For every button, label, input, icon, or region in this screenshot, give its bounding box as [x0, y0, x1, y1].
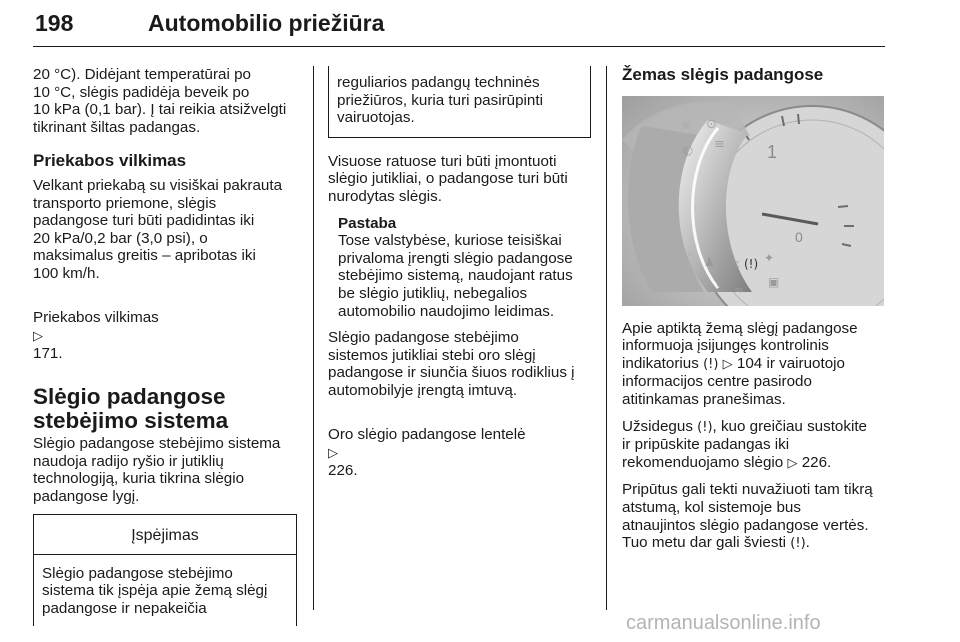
instrument-cluster-photo — [622, 96, 884, 306]
column-divider — [606, 66, 607, 610]
warning-title: Įspėjimas — [34, 515, 296, 555]
p2-reference-page[interactable]: 226. — [801, 453, 832, 471]
p1-text-b: ir vairuotojo informacijos centre pasirodo atitinkamas pranešimas. — [622, 354, 845, 408]
tpms-warning-icon: (!) — [697, 419, 713, 435]
page-number: 198 — [35, 10, 74, 36]
column-divider — [313, 66, 314, 610]
header-rule — [33, 46, 885, 47]
sensors-monitoring-paragraph: Slėgio padangose stebėjimo sistemos jutikliai stebi oro slėgį padangose ir siunčia šiuos rodiklius į automobilyje įrengtą imtuvą. — [328, 329, 575, 399]
p1-text-a: Apie aptiktą žemą slėgį padangose informuoja įsijungęs kontrolinis indikatorius — [622, 319, 858, 372]
watermark: carmanualsonline.info — [626, 612, 821, 634]
note-title: Pastaba — [338, 214, 397, 232]
column-1 — [33, 66, 303, 626]
towing-reference-page[interactable]: 171. — [33, 345, 63, 363]
column-3 — [622, 66, 890, 562]
tpms-heading: Slėgio padangose stebėjimo sistema — [33, 383, 229, 433]
svg-text:♟: ♟ — [704, 254, 715, 269]
p1-reference-page[interactable]: 104 — [736, 354, 763, 372]
reference-arrow-icon: ▷ — [328, 445, 338, 461]
towing-reference-text: Priekabos vilkimas — [33, 309, 159, 327]
p2-text-b: , kuo greičiau sustokite ir pripūskite padangas iki rekomenduojamo slėgio — [622, 417, 868, 471]
tpms-warning-icon: (!) — [790, 536, 806, 552]
p2-text-a: Užsidegus — [622, 417, 693, 435]
warning-box — [33, 514, 297, 626]
tpms-paragraph: Slėgio padangose stebėjimo sistema naudoja radijo ryšio ir jutiklių technologiją, kuria tikrina slėgio padangose lygį. — [33, 434, 281, 505]
low-pressure-paragraph-3 — [622, 481, 890, 552]
gauge-number: 1 — [767, 141, 778, 162]
p3-text: Pripūtus gali tekti nuvažiuoti tam tikrą atstumą, kol sistemoje bus atnaujintos slėgio padangose vertės. Tuo metu dar gali šviesti — [622, 481, 873, 552]
warning-text: Slėgio padangose stebėjimo sistema tik įspėja apie žemą slėgį padangose ir nepakeičia — [42, 564, 268, 618]
gauge-number-low: 0 — [795, 228, 803, 245]
warning-box-continued: reguliarios padangų techninės priežiūros, kuria turi pasirūpinti vairuotojas. — [328, 66, 591, 138]
sensors-paragraph: Visuose ratuose turi būti įmontuoti slėgio jutikliai, o padangose turi būti nurodytas slėgis. — [328, 152, 568, 205]
reference-arrow-icon: ▷ — [33, 328, 43, 344]
towing-heading: Priekabos vilkimas — [33, 151, 187, 171]
svg-text:≈: ≈ — [734, 282, 745, 297]
reference-arrow-icon: ▷ — [787, 455, 798, 471]
svg-text:◦: ◦ — [686, 246, 694, 261]
note-text: Tose valstybėse, kuriose teisiškai privaloma įrengti slėgio padangose stebėjimo sistemą, naudojant ratus be slėgio jutiklių, nebegalios automobilio naudojimo leidimas. — [338, 232, 573, 320]
svg-text:▣: ▣ — [768, 274, 780, 289]
svg-text:∴: ∴ — [714, 280, 722, 295]
pressure-label-reference-text: Oro slėgio padangose lentelė — [328, 426, 526, 444]
page-header — [33, 2, 885, 48]
pressure-label-reference-page[interactable]: 226. — [328, 462, 358, 480]
low-pressure-heading: Žemas slėgis padangose — [622, 65, 824, 84]
p3-end: . — [805, 534, 810, 552]
intro-paragraph: 20 °C). Didėjant temperatūrai po 10 °C, slėgis padidėja beveik po 10 kPa (0,1 bar). Į tai reikia atsižvelgti tikrinant šiltas padangas. — [33, 66, 287, 136]
svg-text:≡: ≡ — [714, 136, 725, 152]
tpms-warning-icon: (!) — [744, 256, 759, 271]
note-block — [338, 215, 596, 321]
page-title: Automobilio priežiūra — [148, 10, 385, 36]
svg-text:⊂: ⊂ — [730, 256, 741, 271]
reference-arrow-icon: ▷ — [722, 356, 733, 372]
pressure-label-reference — [328, 409, 596, 480]
svg-text:✦: ✦ — [764, 250, 775, 265]
svg-text:☼: ☼ — [680, 118, 692, 134]
towing-paragraph: Velkant priekabą su visiškai pakrauta transporto priemone, slėgis padangose turi būti padidintas iki 20 kPa/0,2 bar (3,0 psi), o maksimalus greitis – apribotas iki 100 km/h. — [33, 176, 283, 282]
svg-text:⊙: ⊙ — [706, 116, 717, 132]
low-pressure-paragraph-2 — [622, 418, 890, 473]
towing-reference — [33, 292, 303, 363]
low-pressure-paragraph-1 — [622, 320, 890, 409]
tpms-warning-icon: (!) — [703, 356, 719, 372]
svg-text:◐: ◐ — [682, 142, 694, 158]
instrument-cluster-illustration — [622, 96, 884, 306]
column-2 — [328, 66, 596, 489]
